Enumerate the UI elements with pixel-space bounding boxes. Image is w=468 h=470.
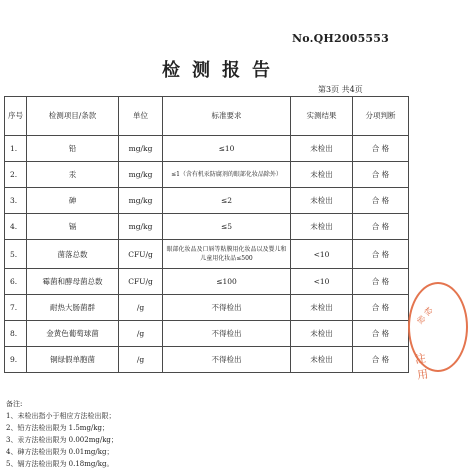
remark-line: 1、未检出指小于相应方法检出限； [6,412,116,420]
seal-text-bottom: 注用 [414,351,430,382]
item-result: 未检出 [291,321,353,347]
item-requirement: ≤5 [163,214,291,240]
inspection-results-table [4,96,409,373]
item-judgement: 合 格 [353,136,409,162]
table-header-row [5,97,409,136]
item-result: 未检出 [291,162,353,188]
page-indicator: 第3页 共4页 [318,85,363,94]
item-judgement: 合 格 [353,295,409,321]
remark-line: 3、汞方法检出限为 0.002mg/kg； [6,436,118,444]
row-number: 5. [5,240,27,269]
item-judgement: 合 格 [353,162,409,188]
item-unit: CFU/g [119,240,163,269]
item-judgement: 合 格 [353,269,409,295]
remark-line: 4、砷方法检出限为 0.01mg/kg； [6,448,114,456]
item-requirement: 不得检出 [163,295,291,321]
item-judgement: 合 格 [353,188,409,214]
item-result: <10 [291,240,353,269]
table-row [5,295,409,321]
item-requirement: 不得检出 [163,321,291,347]
item-unit: mg/kg [119,162,163,188]
report-title: 检测报告 [162,60,282,81]
item-unit: mg/kg [119,188,163,214]
item-unit: mg/kg [119,214,163,240]
item-judgement: 合 格 [353,214,409,240]
table-row [5,214,409,240]
item-result: 未检出 [291,188,353,214]
item-name: 砷 [27,188,119,214]
table-row [5,136,409,162]
item-result: 未检出 [291,295,353,321]
item-unit: /g [119,347,163,373]
remarks-title: 备注: [6,400,23,408]
item-result: 未检出 [291,347,353,373]
item-name: 金黄色葡萄球菌 [27,321,119,347]
column-header-no: 序号 [5,97,27,136]
item-name: 菌落总数 [27,240,119,269]
item-name: 铅 [27,136,119,162]
item-requirement: ≤100 [163,269,291,295]
item-name: 霉菌和酵母菌总数 [27,269,119,295]
remarks-section [6,398,118,470]
seal-text-top: 检验 [414,305,434,326]
column-header-requirement: 标准要求 [163,97,291,136]
table-row [5,347,409,373]
item-judgement: 合 格 [353,347,409,373]
table-row [5,162,409,188]
remark-line: 2、铅方法检出限为 1.5mg/kg； [6,424,110,432]
column-header-unit: 单位 [119,97,163,136]
row-number: 3. [5,188,27,214]
table-row [5,321,409,347]
table-row [5,269,409,295]
item-judgement: 合 格 [353,321,409,347]
item-requirement: ≤10 [163,136,291,162]
column-header-judgement: 分项判断 [353,97,409,136]
item-result: 未检出 [291,214,353,240]
table-row [5,188,409,214]
table-row [5,240,409,269]
row-number: 1. [5,136,27,162]
item-unit: /g [119,295,163,321]
item-unit: CFU/g [119,269,163,295]
row-number: 6. [5,269,27,295]
row-number: 8. [5,321,27,347]
row-number: 2. [5,162,27,188]
item-requirement: ≤2 [163,188,291,214]
item-result: 未检出 [291,136,353,162]
item-name: 耐热大肠菌群 [27,295,119,321]
report-number: No.QH2005553 [292,32,389,45]
item-requirement: ≤1（含有机汞防腐剂的眼部化妆品除外） [163,162,291,188]
item-result: <10 [291,269,353,295]
item-name: 汞 [27,162,119,188]
item-unit: mg/kg [119,136,163,162]
row-number: 7. [5,295,27,321]
item-name: 镉 [27,214,119,240]
item-requirement: 不得检出 [163,347,291,373]
column-header-item: 检测项目/条款 [27,97,119,136]
remark-line: 5、镉方法检出限为 0.18mg/kg。 [6,460,114,468]
item-unit: /g [119,321,163,347]
row-number: 4. [5,214,27,240]
item-judgement: 合 格 [353,240,409,269]
column-header-result: 实测结果 [291,97,353,136]
item-name: 铜绿假单胞菌 [27,347,119,373]
row-number: 9. [5,347,27,373]
item-requirement: 眼部化妆品及口唇等粘膜用化妆品以及婴儿和儿童用化妆品≤500 [163,240,291,269]
